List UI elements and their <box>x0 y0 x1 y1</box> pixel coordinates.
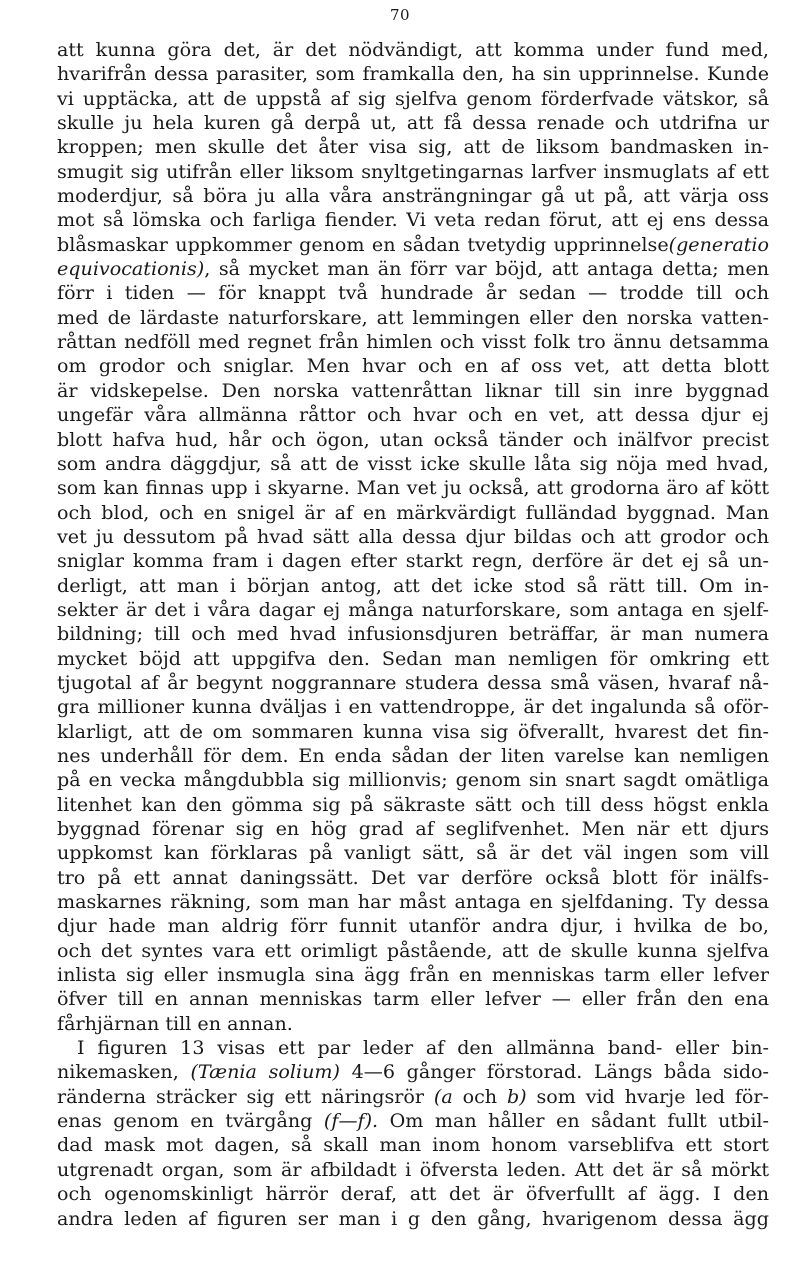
text-line <box>57 354 769 378</box>
text-segment: blott hafva hud, hår och ögon, utan också tänder och inälfvor precist <box>57 427 769 451</box>
text-segment: och det syntes vara ett orimligt påstående, att de skulle kunna sjelfva <box>57 938 769 962</box>
text-segment: tjugotal af år begynt noggrannare studera dessa små väsen, hvaraf nå- <box>57 670 769 694</box>
text-segment: 4—6 gånger förstorad. Längs båda sido- <box>339 1060 769 1084</box>
text-line <box>57 1012 769 1036</box>
text-segment: I figuren 13 visas ett par leder af den allmänna band- eller bin- <box>77 1036 769 1060</box>
text-segment: förr i tiden — för knappt två hundrade år sedan — trodde till och <box>57 281 769 305</box>
body-text <box>57 38 769 1231</box>
text-line <box>57 720 769 744</box>
text-segment: med de lärdaste naturforskare, att lemmingen eller den norska vatten- <box>57 305 769 329</box>
text-segment: dad mask mot dagen, så skall man inom honom varseblifva ett stort <box>57 1133 769 1157</box>
text-line <box>57 525 769 549</box>
text-segment: byggnad förenar sig en hög grad af seglifvenhet. Men när ett djurs <box>57 817 769 840</box>
text-line <box>57 914 769 938</box>
text-line <box>57 647 769 671</box>
text-line <box>57 257 769 281</box>
text-line <box>57 939 769 963</box>
text-line <box>57 793 769 817</box>
italic-term: b) <box>506 1084 527 1108</box>
text-line <box>57 476 769 500</box>
text-segment: tro på ett annat daningssätt. Det var derföre också blott för inälfs- <box>57 865 769 889</box>
text-line <box>57 671 769 695</box>
text-segment: att kunna göra det, är det nödvändigt, att komma under fund med, <box>57 38 769 61</box>
text-segment: och ogenomskinligt härrör deraf, att det är öfverfullt af ägg. I den <box>57 1182 769 1206</box>
text-segment: moderdjur, så böra ju alla våra ansträngningar gå ut på, att värja oss <box>57 184 769 208</box>
text-segment: derligt, att man i början antog, att det icke stod så rätt till. Om in- <box>57 573 769 597</box>
text-segment: inlista sig eller insmugla sina ägg från en menniskas tarm eller lefver <box>57 963 769 987</box>
page-number: 70 <box>389 6 411 24</box>
text-line <box>57 379 769 403</box>
text-segment: klarligt, att de om sommaren kunna visa sig öfverallt, hvarest det fin- <box>57 719 769 743</box>
text-line <box>57 1207 769 1231</box>
text-segment: fårhjärnan till en annan. <box>57 1011 293 1035</box>
text-segment: litenhet kan den gömma sig på säkraste sätt och till dess högst enkla <box>57 792 769 816</box>
text-line <box>57 1036 769 1060</box>
text-line <box>57 1133 769 1157</box>
text-line <box>57 281 769 305</box>
text-segment: enas genom en tvärgång <box>57 1109 324 1133</box>
text-line <box>57 622 769 646</box>
text-segment: om grodor och sniglar. Men hvar och en af oss vet, att detta blott <box>57 354 769 378</box>
text-line <box>57 160 769 184</box>
text-segment: som andra däggdjur, så att de visst icke skulle låta sig nöja med hvad, <box>57 451 769 475</box>
text-segment: smugit sig utifrån eller liksom snyltgetingarnas larfver insmuglats af ett <box>57 159 769 183</box>
text-segment: nikemasken, <box>57 1060 191 1084</box>
text-segment: mot så lömska och farliga fiender. Vi veta redan förut, att ej ens dessa <box>57 208 769 232</box>
text-segment: är vidskepelse. Den norska vattenråttan liknar till sin inre byggnad <box>57 378 769 402</box>
text-segment: Om man håller en sådant fullt utbil- <box>378 1109 769 1133</box>
text-line <box>57 841 769 865</box>
text-line <box>57 87 769 111</box>
text-line <box>57 38 769 62</box>
text-line <box>57 744 769 768</box>
italic-term: (a <box>433 1084 453 1108</box>
text-segment: råttan nedföll med regnet från himlen och visst folk tro ännu detsamma <box>57 330 769 354</box>
text-line <box>57 1109 769 1133</box>
text-line <box>57 598 769 622</box>
text-segment: blåsmaskar uppkommer genom en sådan tvetydig upprinnelse <box>57 232 669 256</box>
text-segment: andra leden af figuren ser man i g den gång, hvarigenom dessa ägg <box>57 1206 769 1230</box>
text-segment: uppkomst kan förklaras på vanligt sätt, så är det väl ingen som vill <box>57 841 769 865</box>
text-segment: ungefär våra allmänna råttor och hvar och en vet, att dessa djur ej <box>57 403 769 427</box>
text-segment: utgrenadt organ, som är afbildadt i öfversta leden. Att det är så mörkt <box>57 1157 769 1181</box>
text-line <box>57 768 769 792</box>
text-segment: gra millioner kunna dväljas i en vattendroppe, är det ingalunda så oför- <box>57 695 769 719</box>
text-segment: vet ju dessutom på hvad sätt alla dessa djur bildas och att grodor och <box>57 524 769 548</box>
text-segment: maskarnes räkning, som man har måst antaga en sjelfdaning. Ty dessa <box>57 890 769 914</box>
text-line <box>57 135 769 159</box>
text-line <box>57 501 769 525</box>
text-line <box>57 963 769 987</box>
text-segment: hvarifrån dessa parasiter, som framkalla den, ha sin upprinnelse. Kunde <box>57 62 769 86</box>
text-line <box>57 1085 769 1109</box>
text-segment: och <box>452 1084 507 1108</box>
text-segment: kroppen; men skulle det åter visa sig, att de liksom bandmasken in- <box>57 135 769 159</box>
text-segment: öfver till en annan menniskas tarm eller lefver — eller från den ena <box>57 987 769 1011</box>
text-segment: sniglar komma fram i dagen efter starkt regn, derföre är det ej så un- <box>57 549 769 573</box>
text-segment: mycket böjd att uppgifva den. Sedan man nemligen för omkring ett <box>57 646 769 670</box>
text-line <box>57 62 769 86</box>
italic-term: (generatio <box>668 232 769 256</box>
text-segment: ränderna sträcker sig ett näringsrör <box>57 1084 434 1108</box>
text-segment: som kan finnas upp i skyarne. Man vet ju också, att grodorna äro af kött <box>57 476 769 500</box>
text-line <box>57 428 769 452</box>
text-segment: och blod, och en snigel är af en märkvärdigt fulländad byggnad. Man <box>57 500 769 524</box>
text-line <box>57 233 769 257</box>
text-segment: skulle ju hela kuren gå derpå ut, att få dessa renade och utdrifna ur <box>57 111 769 135</box>
text-line <box>57 574 769 598</box>
text-segment: djur hade man aldrig förr funnit utanför andra djur, i hvilka de bo, <box>57 914 769 938</box>
text-line <box>57 1158 769 1182</box>
text-line <box>57 1060 769 1084</box>
text-line <box>57 306 769 330</box>
text-line <box>57 695 769 719</box>
italic-term: equivocationis) <box>57 257 205 281</box>
text-segment: nes underhåll för dem. En enda sådan der liten varelse kan nemligen <box>57 743 769 767</box>
text-segment: sekter är det i våra dagar ej många naturforskare, som antaga en sjelf- <box>57 597 769 621</box>
text-line <box>57 208 769 232</box>
text-line <box>57 817 769 841</box>
italic-term: (Tænia solium) <box>190 1060 340 1084</box>
text-line <box>57 890 769 914</box>
text-line <box>57 1182 769 1206</box>
text-line <box>57 184 769 208</box>
text-line <box>57 403 769 427</box>
text-line <box>57 452 769 476</box>
text-segment: som vid hvarje led för- <box>526 1084 769 1108</box>
text-line <box>57 330 769 354</box>
text-segment: på en vecka mångdubbla sig millionvis; genom sin snart sagdt omätliga <box>57 768 769 792</box>
text-segment: vi upptäcka, att de uppstå af sig sjelfva genom förderfvade vätskor, så <box>57 86 769 110</box>
text-line <box>57 987 769 1011</box>
text-segment: bildning; till och med hvad infusionsdjuren beträffar, är man numera <box>57 622 769 646</box>
text-line <box>57 111 769 135</box>
text-line <box>57 549 769 573</box>
text-line <box>57 866 769 890</box>
text-segment: , så mycket man än förr var böjd, att antaga detta; men <box>204 257 769 281</box>
italic-term: (f—f). <box>323 1109 379 1133</box>
